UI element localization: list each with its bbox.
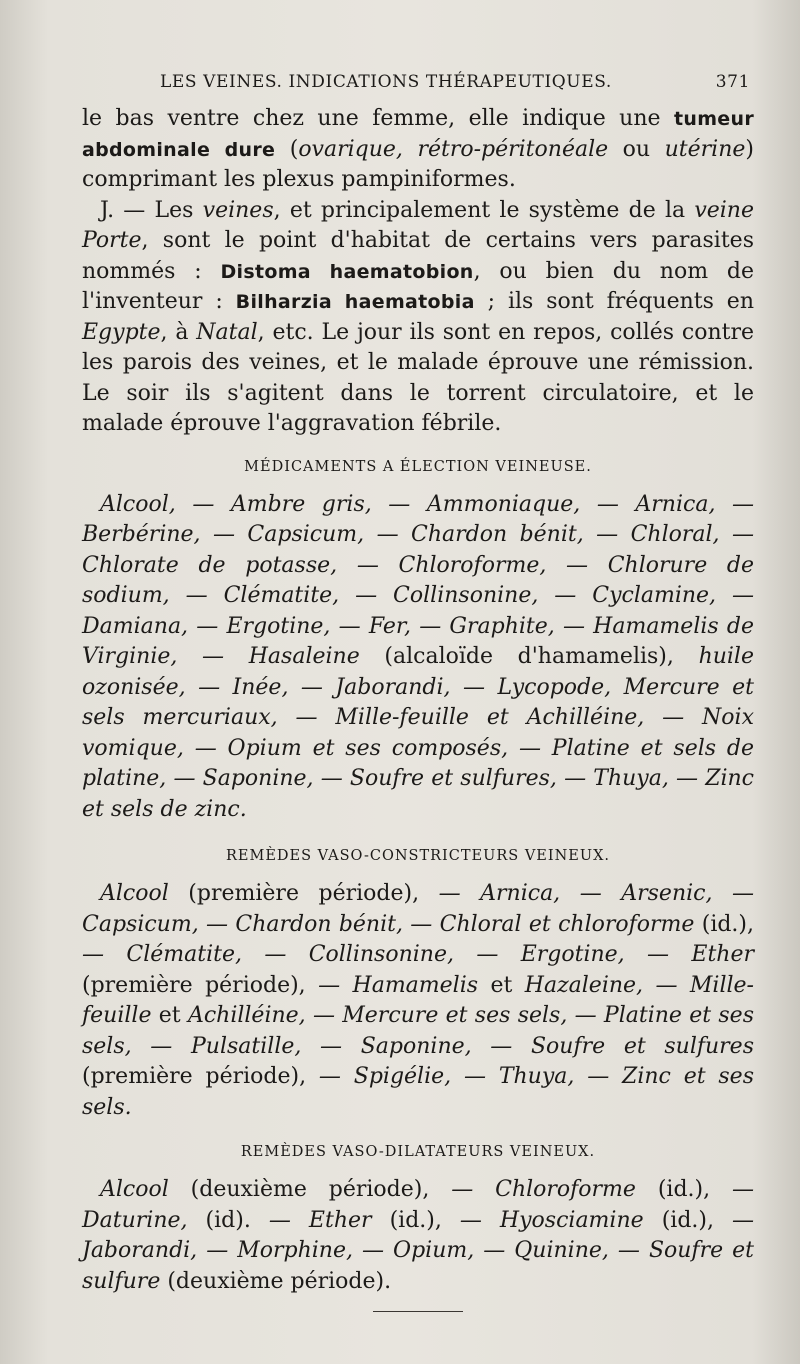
text-run: (alcaloïde d'hamamelis), bbox=[359, 644, 699, 669]
text-run: le bas ventre chez une femme, elle indique une bbox=[82, 106, 674, 131]
text-run: — Hyosciamine bbox=[459, 1207, 644, 1233]
text-run: (deuxième période). bbox=[160, 1268, 392, 1294]
italic-term: Natal bbox=[196, 319, 258, 345]
text-run: — Jaborandi, — Morphine, — Opium, — Quinine, — Soufre et sulfure bbox=[82, 1207, 755, 1294]
italic-term: veines bbox=[202, 197, 274, 223]
constricteurs-list bbox=[82, 879, 754, 1123]
text-run: Achilléine, — Mercure et ses sels, — Platine et ses sels, — Pulsatille, — Saponine, — Soufre et sulfures bbox=[82, 1003, 754, 1059]
bold-term: Bilharzia haematobia bbox=[235, 291, 475, 313]
text-run: (première période), bbox=[82, 1064, 319, 1089]
italic-term: ovarique, rétro-péritonéale bbox=[298, 136, 609, 162]
running-header bbox=[160, 72, 760, 102]
text-run: et bbox=[151, 1003, 188, 1028]
section-heading-election: MÉDICAMENTS A ÉLECTION VEINEUSE. bbox=[244, 458, 592, 475]
text-run: (id.), bbox=[694, 911, 755, 937]
text-run: ( bbox=[275, 136, 299, 162]
text-run: ; ils sont fréquents en bbox=[474, 289, 754, 314]
text-run: , ou bien du nom de l'inventeur : bbox=[82, 258, 754, 314]
section-heading-constricteurs: REMÈDES VASO-CONSTRICTEURS VEINEUX. bbox=[225, 848, 611, 864]
text-run: , et principalement le système de la bbox=[273, 197, 695, 223]
closing-rule bbox=[373, 1311, 463, 1312]
text-run: — Chloroforme bbox=[451, 1177, 636, 1202]
text-run: (première période), bbox=[168, 881, 439, 906]
text-run: (deuxième période), bbox=[168, 1177, 452, 1202]
medicaments-list bbox=[82, 490, 754, 826]
text-run: — Daturine, bbox=[82, 1177, 754, 1233]
page-body bbox=[82, 104, 754, 1312]
text-run: Alcool bbox=[100, 1177, 169, 1202]
text-run: , etc. Le jour ils sont en repos, collés contre les parois des veines, et le malade éprouve une rémission. Le soir ils s'agitent dans le torrent circulatoire, et le malade éprouve l'aggravation fébrile. bbox=[82, 319, 754, 436]
text-run: — Spigélie, — Thuya, — Zinc et ses sels. bbox=[82, 1064, 754, 1120]
section-heading-dilatateurs: REMÈDES VASO-DILATATEURS VEINEUX. bbox=[240, 1144, 596, 1160]
paragraph-j bbox=[82, 196, 754, 440]
text-run: (id.), bbox=[643, 1207, 733, 1233]
paragraph-continuation bbox=[82, 104, 754, 196]
text-run: , sont le point d'habitat de certains vers parasites nommés : bbox=[82, 228, 754, 284]
text-run: (id.), bbox=[371, 1207, 460, 1233]
text-run: (première période), bbox=[82, 972, 319, 998]
text-run: (id.), bbox=[635, 1177, 732, 1202]
text-run: — Arnica, — Arsenic, — Capsicum, — Chardon bénit, — Chloral et chloroforme bbox=[82, 881, 754, 937]
text-run: J. — Les bbox=[100, 197, 203, 223]
bold-term: tumeur abdominale dure bbox=[82, 108, 754, 161]
text-run: Alcool bbox=[100, 881, 169, 906]
text-run: — Clématite, — Collinsonine, — Ergotine, — Ether bbox=[82, 942, 754, 967]
dilatateurs-list bbox=[82, 1175, 754, 1297]
text-run: (id). bbox=[187, 1207, 269, 1233]
running-title: LES VEINES. INDICATIONS THÉRAPEUTIQUES. bbox=[160, 72, 612, 92]
text-run: huile ozonisée, — Inée, — Jaborandi, — Lycopode, Mercure et sels mercuriaux, — Mille-feuille et Achilléine, — Noix vomique, — Opium et ses composés, — Platine et sels de platine, — Saponine, — Soufre et sulfures, — Thuya, — Zinc et sels de zinc. bbox=[82, 644, 754, 822]
bold-term: Distoma haematobion bbox=[220, 260, 474, 283]
text-run: — Hamamelis bbox=[318, 972, 479, 998]
text-run: — Ether bbox=[268, 1207, 372, 1233]
text-run: Alcool, — Ambre gris, — Ammoniaque, — Arnica, — Berbérine, — Capsicum, — Chardon bénit, — Chloral, — Chlorate de potasse, — Chloroforme, — Chlorure de sodium, — Clématite, — Collinsonine, — Cyclamine, — Damiana, — Ergotine, — Fer, — Graphite, — Hamamelis de Virginie, — Hasaleine bbox=[82, 491, 754, 669]
text-run: et bbox=[478, 972, 525, 998]
italic-term: Egypte bbox=[82, 319, 161, 345]
text-run: Hazaleine, — Mille-feuille bbox=[82, 972, 754, 1028]
italic-term: veine Porte bbox=[82, 197, 754, 253]
text-run: , à bbox=[160, 319, 197, 345]
text-run: ou bbox=[608, 136, 665, 162]
page-number: 371 bbox=[715, 72, 750, 92]
text-run: ) comprimant les plexus pampiniformes. bbox=[82, 136, 755, 192]
italic-term: utérine bbox=[664, 136, 746, 162]
